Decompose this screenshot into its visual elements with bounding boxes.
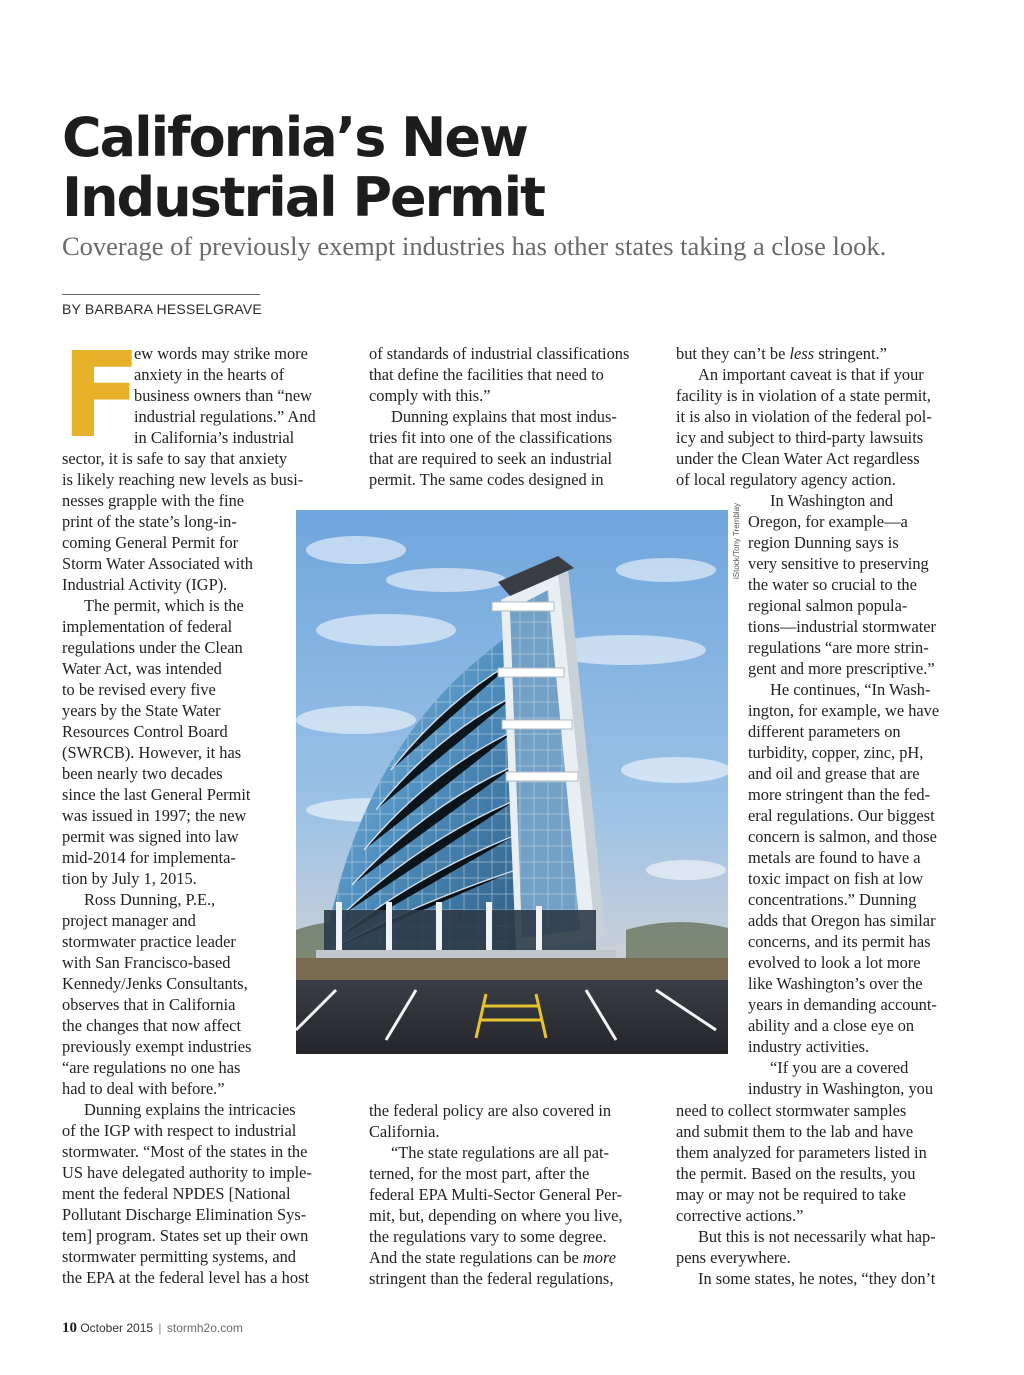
text-line: it is also in violation of the federal pol- [676, 407, 932, 426]
text-line: mid-2014 for implementa- [62, 848, 236, 867]
text-line: gent and more prescriptive.” [748, 659, 935, 678]
text-line: of the IGP with respect to industrial [62, 1121, 297, 1140]
text-line: implementation of federal [62, 617, 233, 636]
byline: BY BARBARA HESSELGRAVE [62, 301, 262, 317]
text-line: eral regulations. Our biggest [748, 806, 935, 825]
text-line: tions—industrial stormwater [748, 617, 937, 636]
text-line: corrective actions.” [676, 1206, 804, 1225]
text-line: Water Act, was intended [62, 659, 222, 678]
text-line: the permit. Based on the results, you [676, 1164, 916, 1183]
text-line: and oil and grease that are [748, 764, 920, 783]
text-line: different parameters on [748, 722, 901, 741]
text-line: “are regulations no one has [62, 1058, 241, 1077]
text-line: federal EPA Multi-Sector General Per- [369, 1185, 623, 1204]
text-line: project manager and [62, 911, 196, 930]
text-line: Storm Water Associated with [62, 554, 253, 573]
text-line: Pollutant Discharge Elimination Sys- [62, 1205, 307, 1224]
text-line: adds that Oregon has similar [748, 911, 936, 930]
text-line: to be revised every five [62, 680, 216, 699]
text-line: And the state regulations can be more [369, 1248, 616, 1267]
text-line: with San Francisco-based [62, 953, 231, 972]
text-line: the water so crucial to the [748, 575, 917, 594]
text-line: ability and a close eye on [748, 1016, 915, 1035]
text-line: observes that in California [62, 995, 236, 1014]
text-line: in California’s industrial [134, 428, 295, 447]
text-line: industrial regulations.” And [134, 407, 316, 426]
text-line: like Washington’s over the [748, 974, 923, 993]
drop-cap: F [61, 326, 142, 464]
text-line: previously exempt industries [62, 1037, 252, 1056]
text-line: years by the State Water [62, 701, 221, 720]
text-line: ington, for example, we have [748, 701, 940, 720]
text-line: Ross Dunning, P.E., [84, 890, 216, 909]
text-line: toxic impact on fish at low [748, 869, 924, 888]
text-line: was issued in 1997; the new [62, 806, 247, 825]
article-title-line2: Industrial Permit [62, 166, 544, 229]
column-3-middle [748, 490, 968, 1099]
text-line: region Dunning says is [748, 533, 899, 552]
text-line: regulations “are more strin- [748, 638, 929, 657]
text-line: stormwater. “Most of the states in the [62, 1142, 308, 1161]
text-line: Dunning explains the intricacies [84, 1100, 296, 1119]
article-subtitle: Coverage of previously exempt industries has other states taking a close look. [62, 231, 887, 261]
text-line: pens everywhere. [676, 1248, 791, 1267]
text-line: had to deal with before.” [62, 1079, 225, 1098]
text-line: metals are found to have a [748, 848, 921, 867]
text-line: Dunning explains that most indus- [391, 407, 617, 426]
text-line: tion by July 1, 2015. [62, 869, 197, 888]
text-line: industry activities. [748, 1037, 870, 1056]
text-line: facility is in violation of a state permit, [676, 386, 931, 405]
text-line: anxiety in the hearts of [134, 365, 285, 384]
text-line: Resources Control Board [62, 722, 228, 741]
text-line: business owners than “new [134, 386, 312, 405]
text-line: California. [369, 1122, 440, 1141]
text-line: ment the federal NPDES [National [62, 1184, 291, 1203]
text-line: concentrations.” Dunning [748, 890, 917, 909]
text-line: (SWRCB). However, it has [62, 743, 242, 762]
text-line: sector, it is safe to say that anxiety [62, 449, 288, 468]
text-line: years in demanding account- [748, 995, 937, 1014]
text-line: The permit, which is the [84, 596, 244, 615]
text-line: concern is salmon, and those [748, 827, 937, 846]
text-line: stormwater permitting systems, and [62, 1247, 296, 1266]
text-line: since the last General Permit [62, 785, 251, 804]
text-line: “The state regulations are all pat- [391, 1143, 609, 1162]
text-line: more stringent than the fed- [748, 785, 931, 804]
text-line: print of the state’s long-in- [62, 512, 237, 531]
text-line: ew words may strike more [134, 344, 308, 363]
photo-credit: iStock/Tony Tremblay [732, 502, 741, 579]
text-line: icy and subject to third-party lawsuits [676, 428, 924, 447]
text-line: the changes that now affect [62, 1016, 242, 1035]
text-line: but they can’t be less stringent.” [676, 344, 887, 363]
text-line: evolved to look a lot more [748, 953, 921, 972]
text-line: “If you are a covered [770, 1058, 909, 1077]
text-line: may or may not be required to take [676, 1185, 906, 1204]
text-line: Oregon, for example—a [748, 512, 908, 531]
text-line: and submit them to the lab and have [676, 1122, 914, 1141]
text-line: industry in Washington, you [748, 1079, 934, 1098]
emphasis: more [582, 1248, 616, 1267]
text-line: of standards of industrial classifications [369, 344, 630, 363]
text-line: the federal policy are also covered in [369, 1101, 612, 1120]
text-line: concerns, and its permit has [748, 932, 931, 951]
issue-date: October 2015 [80, 1321, 154, 1335]
text-line: permit. The same codes designed in [369, 470, 604, 489]
text-line: comply with this.” [369, 386, 491, 405]
text-line: mit, but, depending on where you live, [369, 1206, 623, 1225]
building-photo [296, 510, 728, 1054]
page-footer [62, 1320, 243, 1337]
text-line: Industrial Activity (IGP). [62, 575, 228, 594]
text-line: them analyzed for parameters listed in [676, 1143, 927, 1162]
website-link[interactable]: stormh2o.com [166, 1321, 243, 1335]
text-line: the EPA at the federal level has a host [62, 1268, 310, 1287]
text-line: that define the facilities that need to [369, 365, 604, 384]
column-2-top [369, 343, 659, 490]
text-line: In Washington and [770, 491, 894, 510]
text-line: coming General Permit for [62, 533, 239, 552]
text-line: regulations under the Clean [62, 638, 243, 657]
text-line: permit was signed into law [62, 827, 239, 846]
text-line: terned, for the most part, after the [369, 1164, 590, 1183]
text-line: tem] program. States set up their own [62, 1226, 309, 1245]
article-title-line1: California’s New [62, 106, 527, 169]
article-title [62, 108, 962, 228]
text-line: need to collect stormwater samples [676, 1101, 907, 1120]
column-3-bottom [676, 1100, 966, 1289]
text-line: stormwater practice leader [62, 932, 236, 951]
text-line: very sensitive to preserving [748, 554, 929, 573]
text-line: of local regulatory agency action. [676, 470, 896, 489]
text-line: But this is not necessarily what hap- [698, 1227, 936, 1246]
text-line: stringent than the federal regulations, [369, 1269, 614, 1288]
page-number: 10 [62, 1320, 77, 1336]
text-line: nesses grapple with the fine [62, 491, 245, 510]
text-line: He continues, “In Wash- [770, 680, 931, 699]
text-line: tries fit into one of the classifications [369, 428, 613, 447]
column-2-bottom [369, 1100, 659, 1289]
text-line: been nearly two decades [62, 764, 223, 783]
text-line: In some states, he notes, “they don’t [698, 1269, 936, 1288]
text-line: that are required to seek an industrial [369, 449, 613, 468]
column-3-top [676, 343, 966, 490]
text-line: regional salmon popula- [748, 596, 908, 615]
text-line: is likely reaching new levels as busi- [62, 470, 304, 489]
text-line: An important caveat is that if your [698, 365, 924, 384]
text-line: the regulations vary to some degree. [369, 1227, 607, 1246]
text-line: US have delegated authority to imple- [62, 1163, 312, 1182]
text-line: Kennedy/Jenks Consultants, [62, 974, 248, 993]
text-line: under the Clean Water Act regardless [676, 449, 920, 468]
text-line: turbidity, copper, zinc, pH, [748, 743, 924, 762]
byline-divider [62, 294, 260, 295]
footer-separator: | [158, 1321, 162, 1335]
